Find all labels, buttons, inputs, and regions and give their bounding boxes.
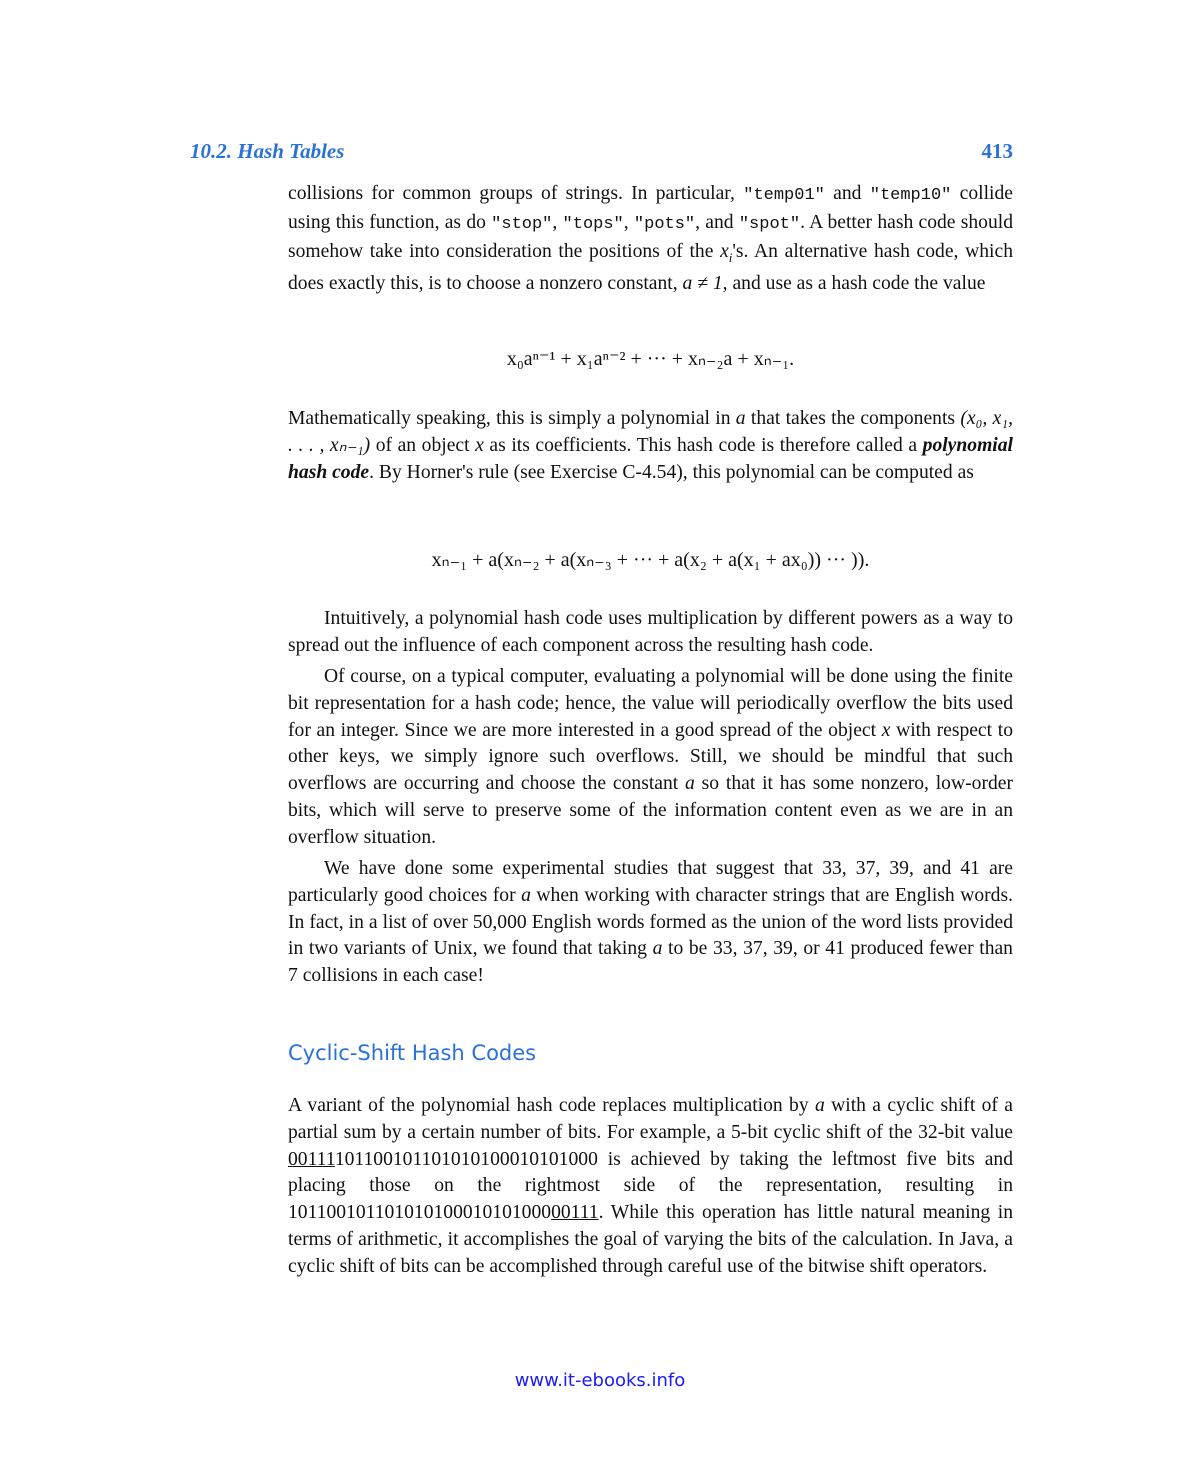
page-number: 413 [981,139,1013,163]
paragraph-overflow: Of course, on a typical computer, evaluating a polynomial will be done using the finite bit representation for a hash code; hence, the value will periodically overflow the bits used for an integer. Since we are more interested in a good spread of the object x with respect to other keys, we simply ignore such overflows. Still, we should be mindful that such overflows are occurring and choose the constant a so that it has some nonzero, low-order bits, which will serve to preserve some of the information content even as we are in an overflow situation. [288,666,1013,848]
paragraph-experiments: We have done some experimental studies that suggest that 33, 37, 39, and 41 are particularly good choices for a when working with character strings that are English words. In fact, in a list of over 50,000 English words formed as the union of the word lists provided in two variants of Unix, we found that taking a to be 33, 37, 39, or 41 produced fewer than 7 collisions in each case! [288,858,1013,987]
equation-polynomial: x₀aⁿ⁻¹ + x₁aⁿ⁻² + ··· + xₙ₋₂a + xₙ₋₁. [506,348,795,370]
section-heading: Cyclic-Shift Hash Codes [288,1041,537,1065]
running-header-section: 10.2. Hash Tables [190,139,345,163]
paragraph-collisions: collisions for common groups of strings. In particular, "temp01" and "temp10" collide using this function, as do "stop", "tops", "pots", and "spot". A better hash code should somehow take into consideration the positions of the $x_i's$. An alternative hash code, which does exactly this, is to choose a nonzero constant, a ≠ 1, and use as a hash code the value [288,183,1013,295]
footer-website-link[interactable]: www.it-ebooks.info [514,1370,686,1391]
paragraph-cyclic-shift: A variant of the polynomial hash code replaces multiplication by a with a cyclic shift of a partial sum by a certain number of bits. For example, a 5-bit cyclic shift of the 32-bit value 00111101100101101010100010101000 is achieved by taking the leftmost five bits and placing those on the rightmost side of the representation, resulting in 10110010110101010001010100000111. While this operation has little natural meaning in terms of arithmetic, it accomplishes the goal of varying the bits of the calculation. In Java, a cyclic shift of bits can be accomplished through careful use of the bitwise shift operators. [288,1095,1013,1277]
keyword-polynomial-hash-code: polynomial hash code [288,434,1013,483]
equation-horner: xₙ₋₁ + a(xₙ₋₂ + a(xₙ₋₃ + ··· + a(x₂ + a(x₁ + ax₀)) ··· )). [431,549,870,571]
paragraph-polynomial: Mathematically speaking, this is simply a polynomial in a that takes the components (x₀, x₁, . . . , xₙ₋₁) of an object x as its coefficients. This hash code is therefore called a polynomial hash code. By Horner's rule (see Exercise C-4.54), this polynomial can be computed as [288,408,1013,483]
paragraph-intuition: Intuitively, a polynomial hash code uses multiplication by different powers as a way to spread out the influence of each component across the resulting hash code. [288,608,1013,656]
